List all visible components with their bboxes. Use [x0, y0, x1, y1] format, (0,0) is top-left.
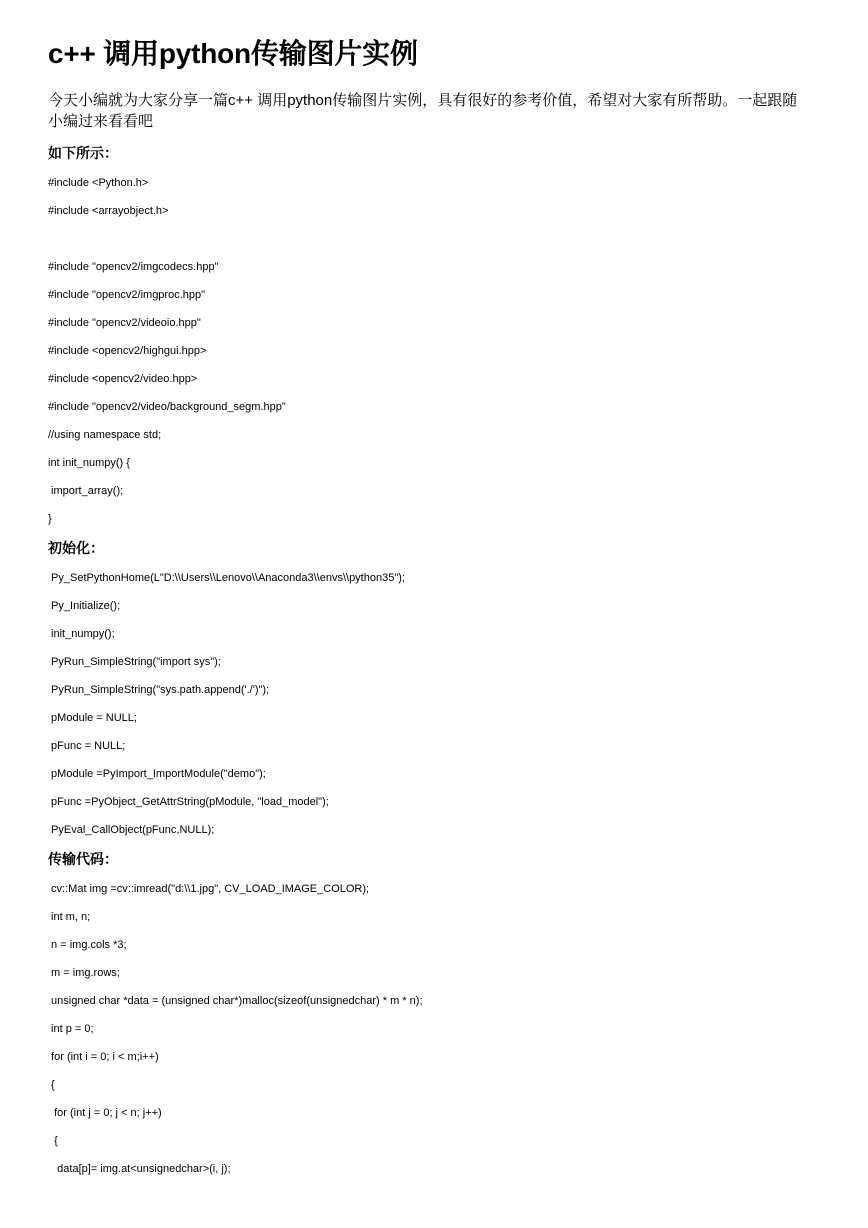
- code-line: #include <opencv2/video.hpp>: [48, 373, 198, 385]
- code-line: #include "opencv2/videoio.hpp": [48, 317, 201, 329]
- section-heading-includes: 如下所示：: [48, 145, 118, 161]
- code-line: PyRun_SimpleString("import sys");: [48, 656, 221, 668]
- code-line: for (int i = 0; i < m;i++): [48, 1051, 159, 1063]
- code-line: n = img.cols *3;: [48, 939, 127, 951]
- code-line: #include <Python.h>: [48, 177, 149, 189]
- code-line: {: [48, 1135, 58, 1147]
- code-line: PyEval_CallObject(pFunc,NULL);: [48, 824, 215, 836]
- code-line: m = img.rows;: [48, 967, 120, 979]
- code-line: }: [48, 513, 52, 525]
- code-line: data[p]= img.at<unsignedchar>(i, j);: [48, 1163, 231, 1175]
- code-line: {: [48, 1079, 55, 1091]
- article-intro: 今天小编就为大家分享一篇c++ 调用python传输图片实例，具有很好的参考价值，希望对大家有所帮助。一起跟随小编过来看看吧: [48, 92, 798, 130]
- code-line: #include <opencv2/highgui.hpp>: [48, 345, 207, 357]
- code-line: pFunc = NULL;: [48, 740, 126, 752]
- code-line: PyRun_SimpleString("sys.path.append('./')");: [48, 684, 270, 696]
- code-line: unsigned char *data = (unsigned char*)malloc(sizeof(unsignedchar) * m * n);: [48, 995, 423, 1007]
- section-heading-transfer: 传输代码：: [48, 851, 118, 867]
- code-line: for (int j = 0; j < n; j++): [48, 1107, 162, 1119]
- code-line: cv::Mat img =cv::imread("d:\\1.jpg", CV_LOAD_IMAGE_COLOR);: [48, 883, 370, 895]
- code-line: pModule = NULL;: [48, 712, 137, 724]
- article-title: c++ 调用python传输图片实例: [48, 38, 418, 69]
- code-line: #include <arrayobject.h>: [48, 205, 169, 217]
- code-line: //using namespace std;: [48, 429, 162, 441]
- code-line: pFunc =PyObject_GetAttrString(pModule, "load_model");: [48, 796, 329, 808]
- code-line: int p = 0;: [48, 1023, 94, 1035]
- code-line: Py_SetPythonHome(L"D:\\Users\\Lenovo\\Anaconda3\\envs\\python35");: [48, 572, 405, 584]
- code-line: #include "opencv2/imgcodecs.hpp": [48, 261, 219, 273]
- code-line: init_numpy();: [48, 628, 115, 640]
- code-line: int m, n;: [48, 911, 91, 923]
- code-line: #include "opencv2/video/background_segm.hpp": [48, 401, 286, 413]
- section-heading-init: 初始化：: [48, 540, 104, 556]
- code-line: #include "opencv2/imgproc.hpp": [48, 289, 206, 301]
- code-line: pModule =PyImport_ImportModule("demo");: [48, 768, 266, 780]
- code-line: Py_Initialize();: [48, 600, 121, 612]
- code-line: import_array();: [48, 485, 124, 497]
- code-line: int init_numpy() {: [48, 457, 130, 469]
